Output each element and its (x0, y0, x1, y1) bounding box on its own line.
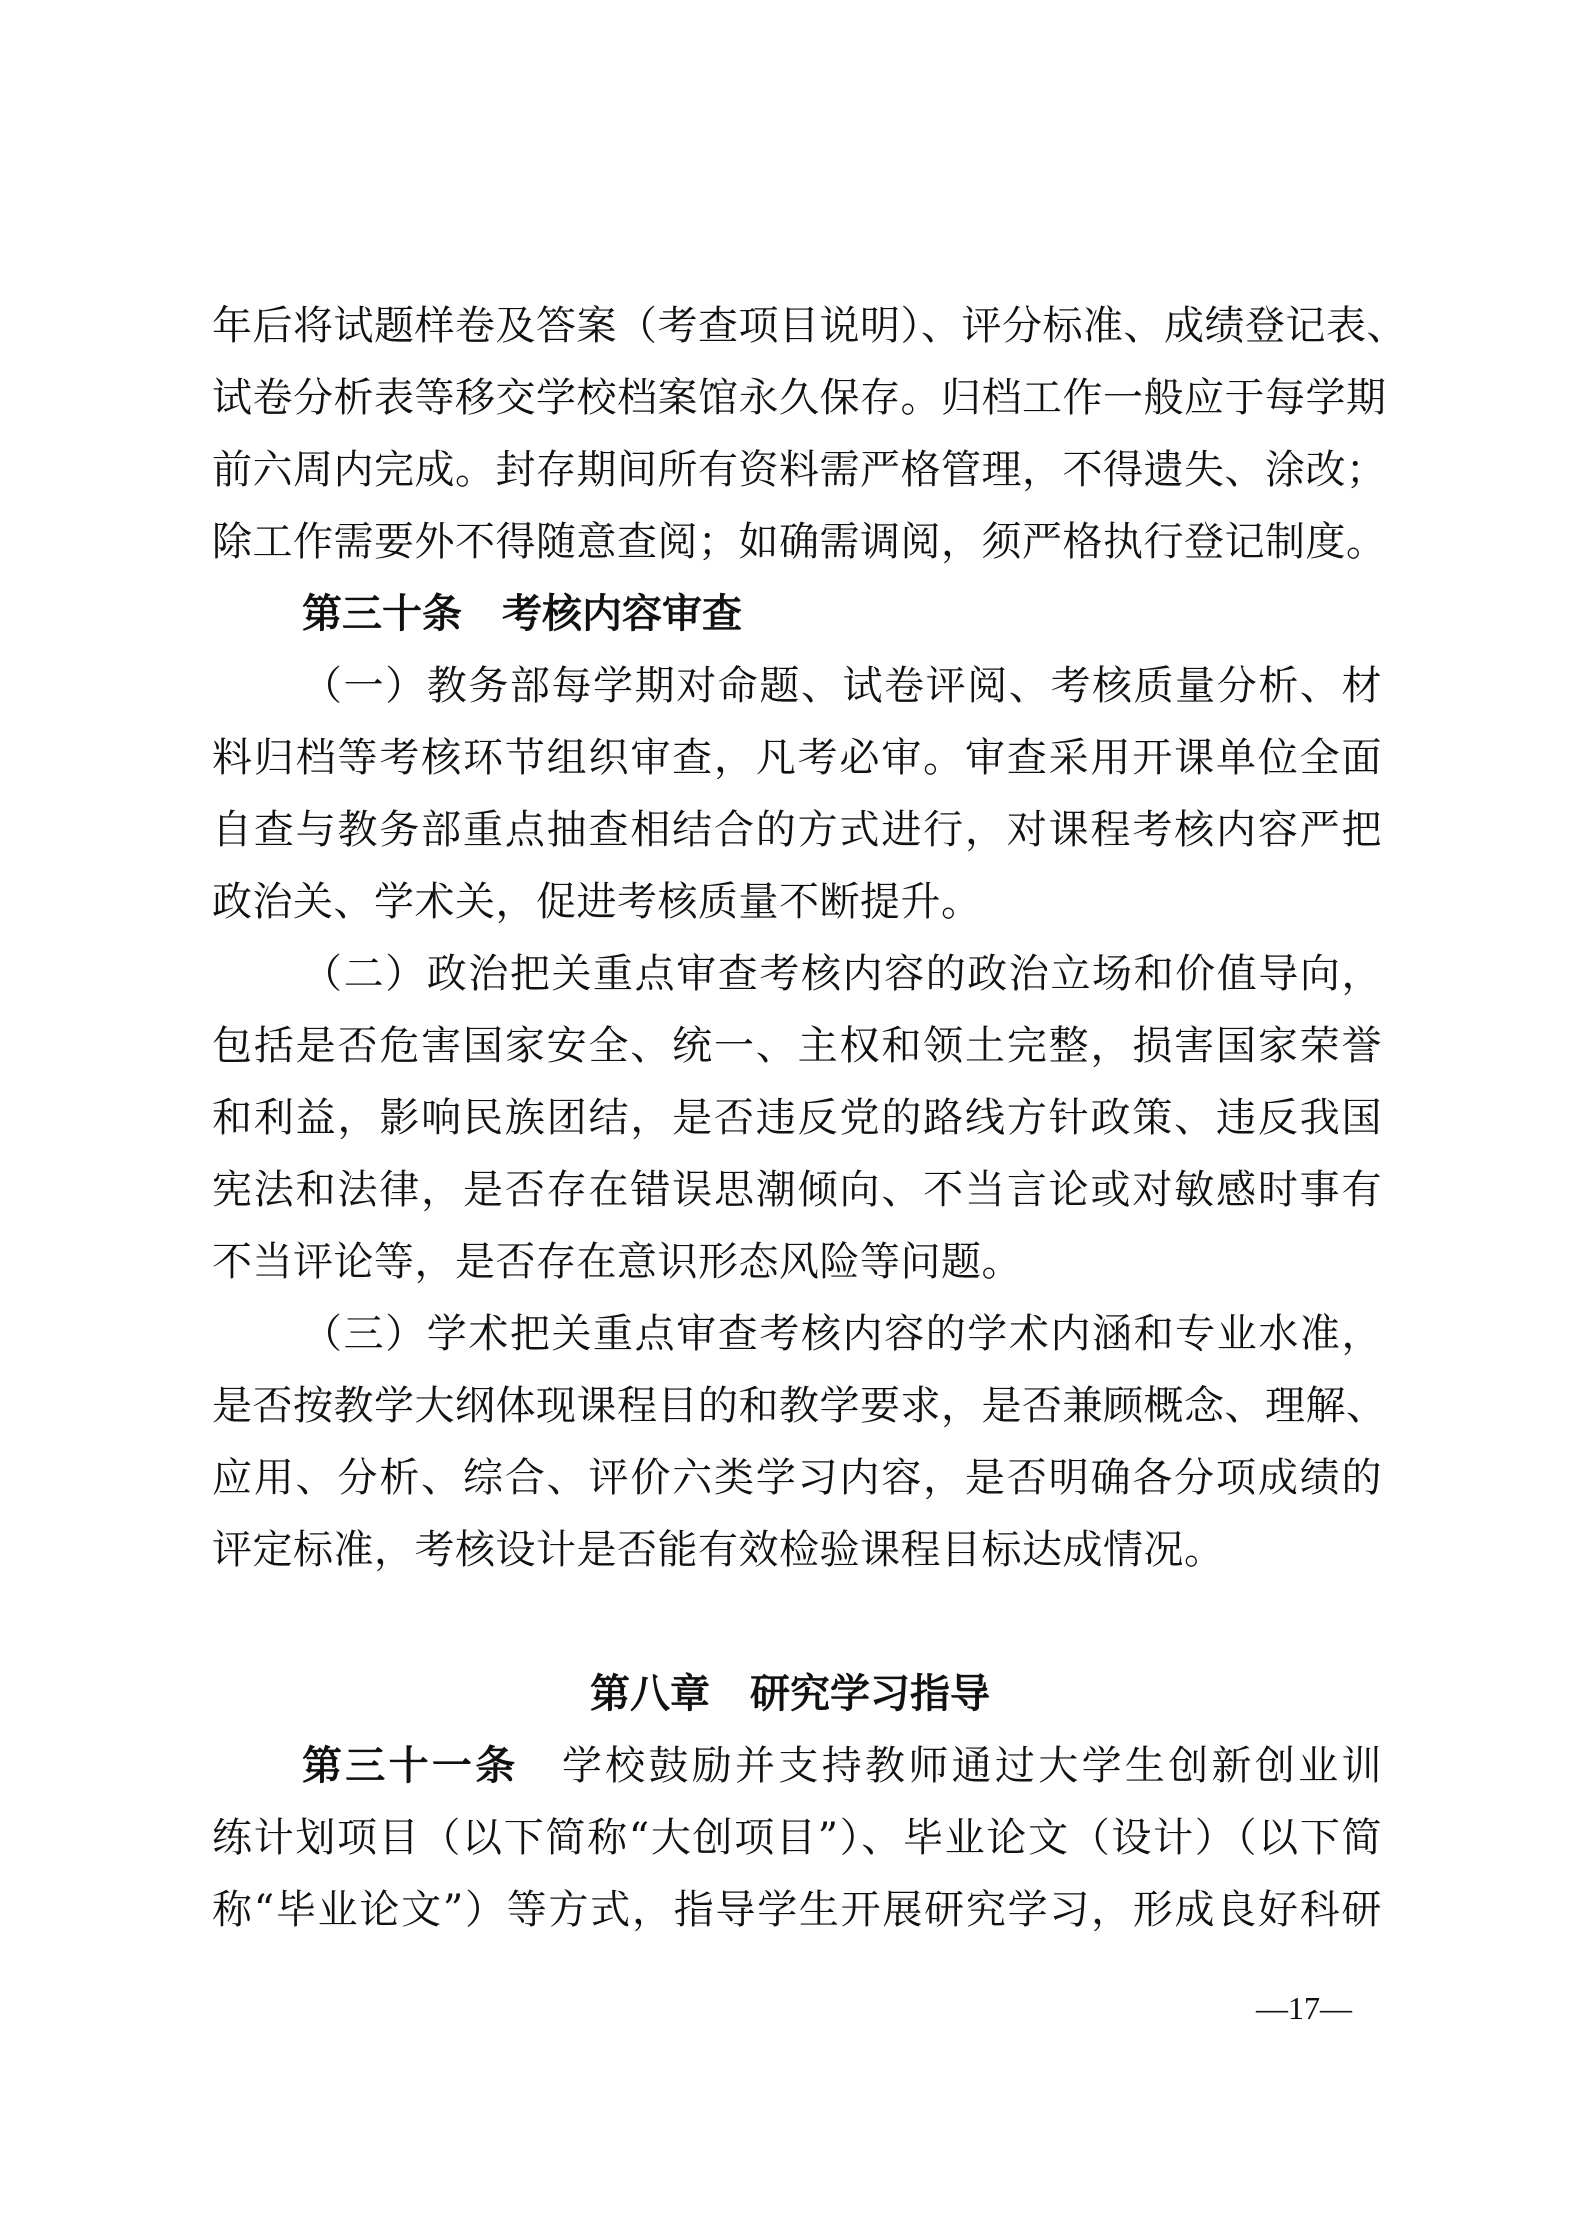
paragraph-line: 料归档等考核环节组织审查，凡考必审。审查采用开课单位全面 (212, 735, 1382, 781)
page-number: —17— (1256, 1990, 1352, 2026)
article-31-first-line (302, 1738, 1382, 1794)
paragraph-line: 试卷分析表等移交学校档案馆永久保存。归档工作一般应于每学期 (212, 375, 1387, 421)
paragraph-line: 宪法和法律，是否存在错误思潮倾向、不当言论或对敏感时事有 (212, 1167, 1382, 1213)
paragraph-line: 前六周内完成。封存期间所有资料需严格管理，不得遗失、涂改； (212, 447, 1387, 493)
paragraph-line: （二）政治把关重点审查考核内容的政治立场和价值导向， (302, 951, 1382, 997)
paragraph-line: 是否按教学大纲体现课程目的和教学要求，是否兼顾概念、理解、 (212, 1383, 1387, 1429)
paragraph-line: （三）学术把关重点审查考核内容的学术内涵和专业水准， (302, 1311, 1382, 1357)
paragraph-line: 不当评论等，是否存在意识形态风险等问题。 (212, 1239, 1022, 1285)
paragraph-line: （一）教务部每学期对命题、试卷评阅、考核质量分析、材 (302, 663, 1382, 709)
paragraph-line: 除工作需要外不得随意查阅；如确需调阅，须严格执行登记制度。 (212, 519, 1387, 565)
paragraph-line: 包括是否危害国家安全、统一、主权和领土完整，损害国家荣誉 (212, 1023, 1382, 1069)
paragraph-line: 应用、分析、综合、评价六类学习内容，是否明确各分项成绩的 (212, 1455, 1382, 1501)
article-31-lead: 第三十一条 (302, 1743, 519, 1789)
paragraph-line: 自查与教务部重点抽查相结合的方式进行，对课程考核内容严把 (212, 807, 1382, 853)
paragraph-line: 称“毕业论文”）等方式，指导学生开展研究学习，形成良好科研 (212, 1887, 1382, 1933)
paragraph-line: 和利益，影响民族团结，是否违反党的路线方针政策、违反我国 (212, 1095, 1382, 1141)
paragraph-line: 练计划项目（以下简称“大创项目”）、毕业论文（设计）（以下简 (212, 1815, 1382, 1861)
paragraph-line: 评定标准，考核设计是否能有效检验课程目标达成情况。 (212, 1527, 1225, 1573)
paragraph-line: 政治关、学术关，促进考核质量不断提升。 (212, 879, 982, 925)
chapter-8-title: 第八章 研究学习指导 (590, 1671, 990, 1717)
paragraph-line: 年后将试题样卷及答案（考查项目说明）、评分标准、成绩登记表、 (212, 303, 1407, 349)
article-30-title: 第三十条 考核内容审查 (302, 591, 742, 637)
paragraph-text: 学校鼓励并支持教师通过大学生创新创业训 (518, 1743, 1382, 1789)
